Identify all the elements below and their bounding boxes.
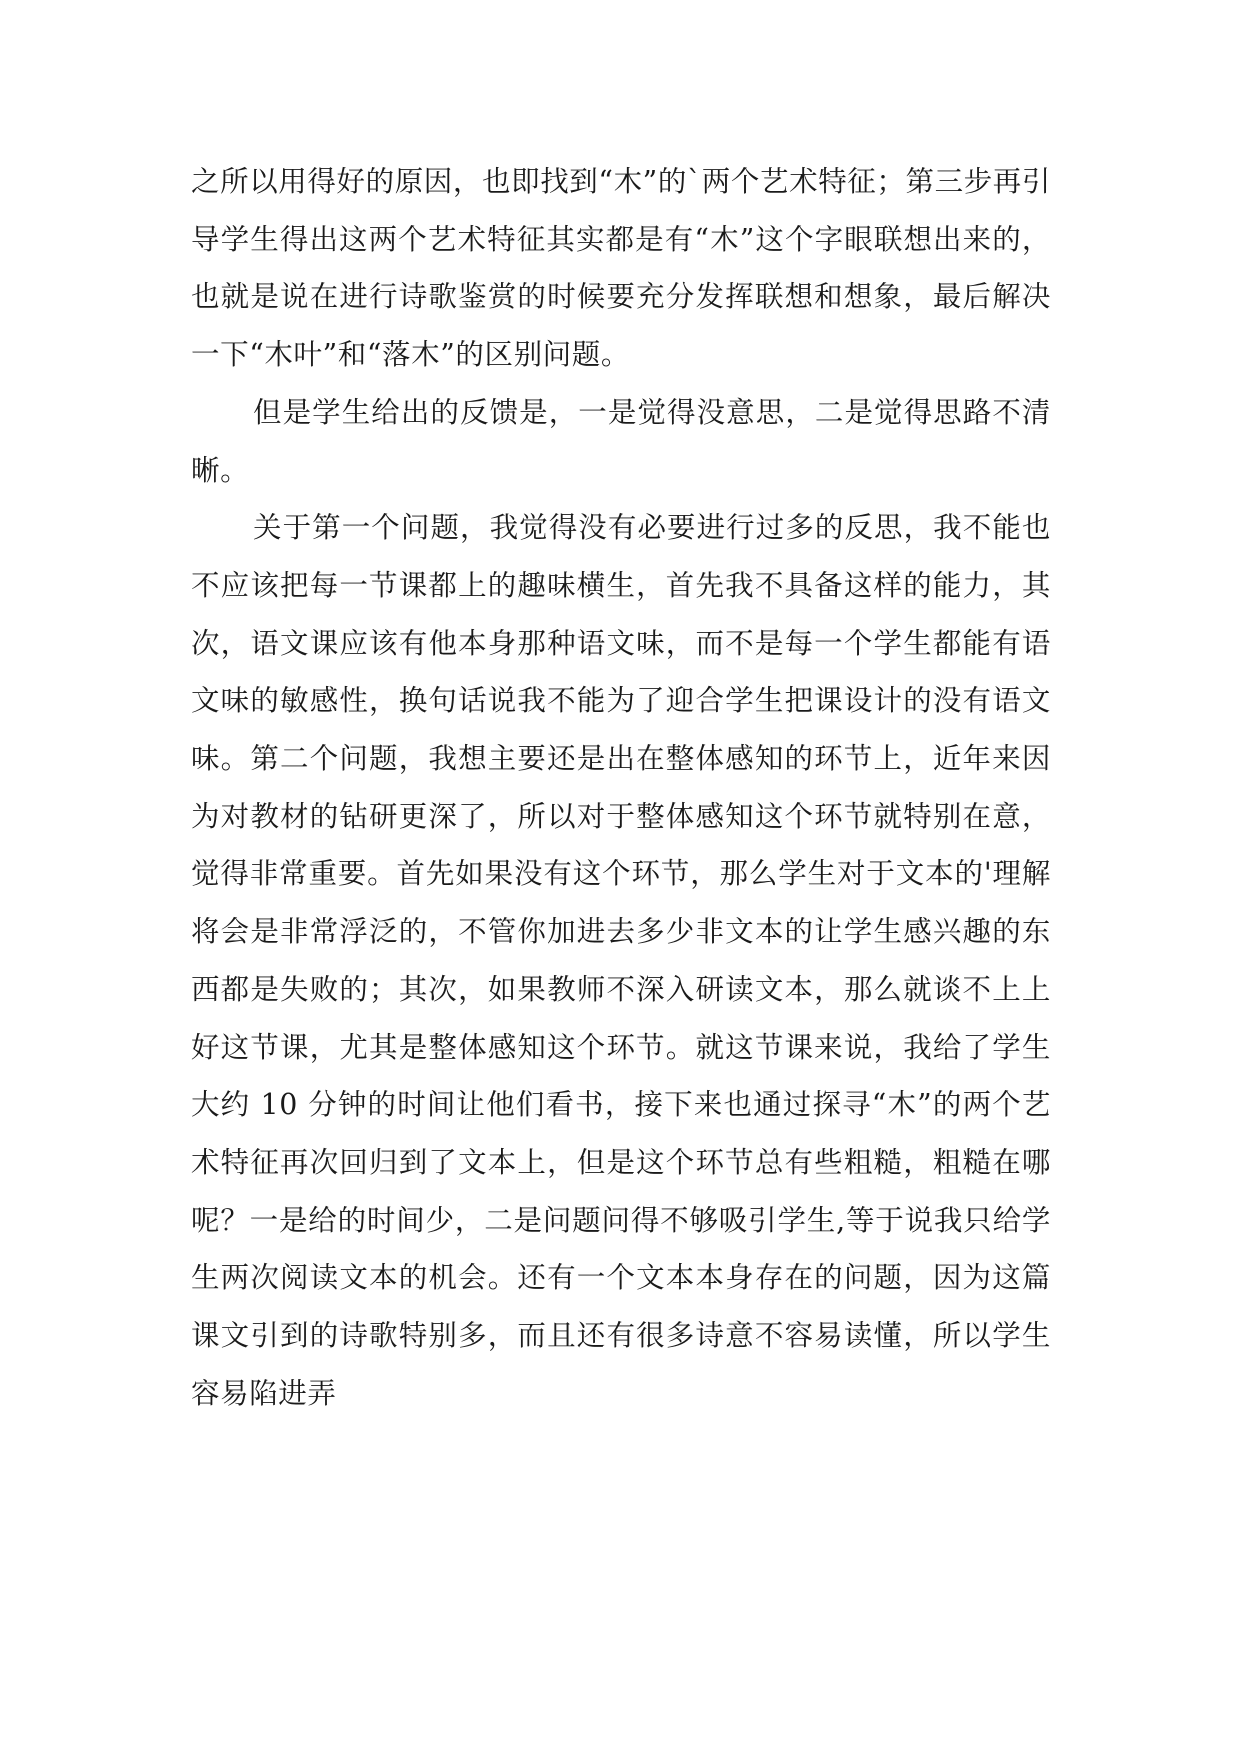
paragraph-2: 但是学生给出的反馈是，一是觉得没意思，二是觉得思路不清晰。 — [191, 395, 1051, 487]
paragraph-1: 之所以用得好的原因，也即找到“木”的`两个艺术特征；第三步再引导学生得出这两个艺术特征其实都是有“木”这个字眼联想出来的，也就是说在进行诗歌鉴赏的时候要充分发挥联想和想象，最后解决一下“木叶”和“落木”的区别问题。 — [191, 165, 1051, 372]
paragraph-3: 关于第一个问题，我觉得没有必要进行过多的反思，我不能也不应该把每一节课都上的趣味横生，首先我不具备这样的能力，其次，语文课应该有他本身那种语文味，而不是每一个学生都能有语文味的敏感性，换句话说我不能为了迎合学生把课设计的没有语文味。第二个问题，我想主要还是出在整体感知的环节上，近年来因为对教材的钻研更深了，所以对于整体感知这个环节就特别在意，觉得非常重要。首先如果没有这个环节，那么学生对于文本的'理解将会是非常浮泛的，不管你加进去多少非文本的让学生感兴趣的东西都是失败的；其次，如果教师不深入研读文本，那么就谈不上上好这节课，尤其是整体感知这个环节。就这节课来说，我给了学生大约 10 分钟的时间让他们看书，接下来也通过探寻“木”的两个艺术特征再次回归到了文本上，但是这个环节总有些粗糙，粗糙在哪呢？一是给的时间少，二是问题问得不够吸引学生,等于说我只给学生两次阅读文本的机会。还有一个文本本身存在的问题，因为这篇课文引到的诗歌特别多，而且还有很多诗意不容易读懂，所以学生容易陷进弄 — [191, 511, 1051, 1410]
document-body — [191, 153, 1051, 1422]
